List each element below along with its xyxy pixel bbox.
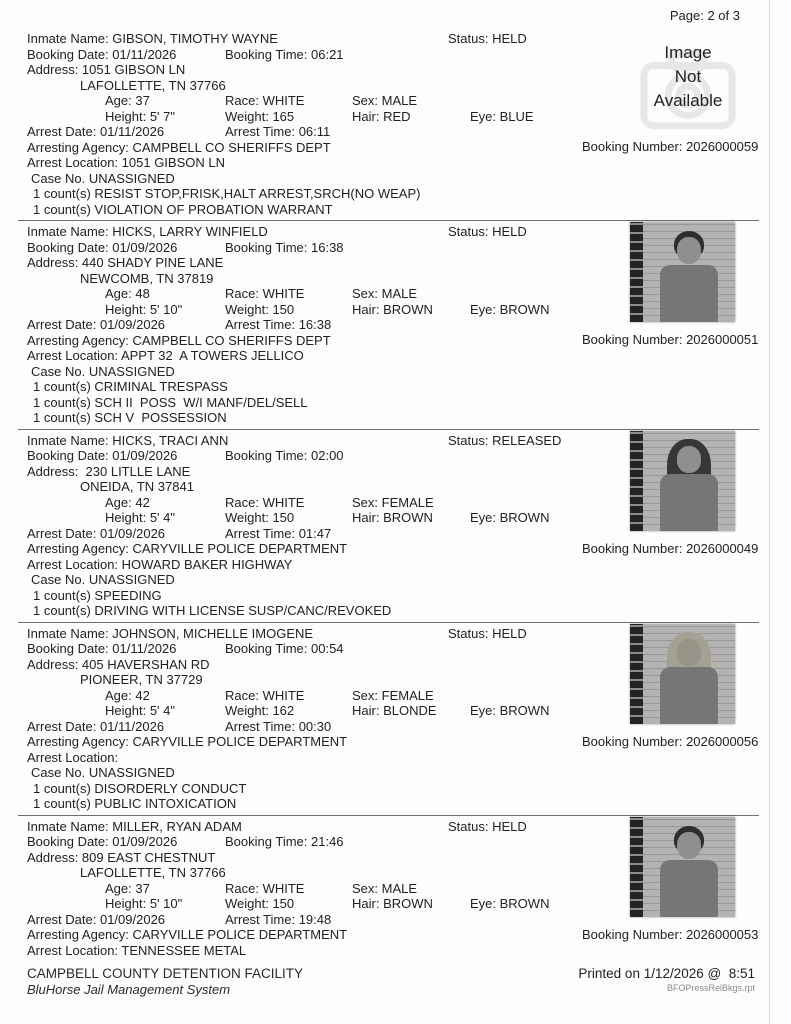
charge-line: 1 count(s) DISORDERLY CONDUCT — [33, 780, 247, 796]
person-head — [677, 446, 701, 473]
height-field: Height: 5' 7" — [105, 108, 175, 124]
person-torso — [660, 667, 718, 724]
booking-time-field: Booking Time: 06:21 — [225, 46, 344, 62]
arrest-location-field: Arrest Location: HOWARD BAKER HIGHWAY — [27, 556, 293, 572]
booking-number-field: Booking Number: 2026000051 — [582, 332, 759, 347]
arrest-time-field: Arrest Time: 00:30 — [225, 718, 332, 734]
mugshot-photo — [630, 624, 735, 724]
sex-field: Sex: MALE — [352, 93, 418, 108]
person-torso — [660, 265, 718, 322]
person-head — [677, 832, 701, 859]
inmate-record — [0, 429, 791, 622]
arresting-agency-field: Arresting Agency: CARYVILLE POLICE DEPARTMENT — [27, 541, 348, 556]
arrest-location-field: Arrest Location: APPT 32 A TOWERS JELLICO — [27, 348, 304, 363]
age-field: Age: 37 — [105, 93, 150, 108]
eye-field: Eye: BROWN — [470, 301, 550, 317]
image-not-available-placeholder — [608, 41, 768, 153]
case-number-field: Case No. UNASSIGNED — [31, 170, 175, 186]
status-field: Status: RELEASED — [448, 432, 562, 448]
booking-date-field: Booking Date: 01/09/2026 — [27, 834, 178, 849]
arrest-location-field: Arrest Location: — [27, 749, 122, 765]
race-field: Race: WHITE — [225, 880, 305, 896]
age-field: Age: 42 — [105, 494, 150, 510]
person-torso — [660, 860, 718, 917]
charge-line: 1 count(s) SCH V POSSESSION — [33, 410, 227, 425]
hair-field: Hair: BLONDE — [352, 703, 437, 718]
status-field: Status: HELD — [448, 31, 527, 46]
eye-field: Eye: BROWN — [470, 703, 550, 718]
hair-field: Hair: BROWN — [352, 510, 433, 525]
mugshot-photo — [630, 222, 735, 322]
weight-field: Weight: 162 — [225, 703, 295, 718]
charge-line: 1 count(s) SCH II POSS W/I MANF/DEL/SELL — [33, 394, 308, 410]
age-field: Age: 48 — [105, 286, 150, 301]
booking-time-field: Booking Time: 02:00 — [225, 448, 344, 463]
arrest-time-field: Arrest Time: 06:11 — [225, 124, 331, 139]
booking-date-field: Booking Date: 01/11/2026 — [27, 641, 177, 656]
arresting-agency-field: Arresting Agency: CAMPBELL CO SHERIFFS DEPT — [27, 332, 331, 348]
arrest-location-field: Arrest Location: 1051 GIBSON LN — [27, 155, 225, 170]
address-field: Address: 809 EAST CHESTNUT — [27, 849, 216, 865]
page-number: Page: 2 of 3 — [669, 8, 740, 23]
inmate-record — [0, 27, 791, 220]
height-field: Height: 5' 4" — [105, 703, 175, 718]
height-field: Height: 5' 10" — [105, 896, 183, 911]
person-torso — [660, 474, 718, 531]
inmate-name-field: Inmate Name: HICKS, TRACI ANN — [27, 432, 229, 448]
arrest-date-field: Arrest Date: 01/11/2026 — [27, 124, 165, 139]
arresting-agency-field: Arresting Agency: CARYVILLE POLICE DEPARTMENT — [27, 734, 348, 749]
address-city-field: ONEIDA, TN 37841 — [80, 479, 194, 494]
address-city-field: PIONEER, TN 37729 — [80, 672, 203, 687]
booking-time-field: Booking Time: 21:46 — [225, 834, 344, 849]
case-number-field: Case No. UNASSIGNED — [31, 572, 175, 587]
age-field: Age: 42 — [105, 687, 150, 703]
sex-field: Sex: FEMALE — [352, 494, 434, 510]
arrest-date-field: Arrest Date: 01/11/2026 — [27, 718, 165, 734]
address-field: Address: 440 SHADY PINE LANE — [27, 255, 224, 270]
address-city-field: LAFOLLETTE, TN 37766 — [80, 865, 226, 880]
footer-right — [578, 966, 755, 994]
no-image-text-line: Image — [664, 43, 712, 62]
arresting-agency-field: Arresting Agency: CAMPBELL CO SHERIFFS DEPT — [27, 139, 331, 155]
report-footer — [0, 961, 791, 998]
inmate-record — [0, 622, 791, 815]
hair-field: Hair: BROWN — [352, 896, 433, 911]
booking-date-field: Booking Date: 01/11/2026 — [27, 46, 177, 62]
booking-number-field: Booking Number: 2026000056 — [582, 733, 759, 749]
facility-name: CAMPBELL COUNTY DETENTION FACILITY — [27, 966, 304, 981]
booking-number-field: Booking Number: 2026000049 — [582, 540, 759, 556]
printed-timestamp: Printed on 1/12/2026 @ 8:51 — [578, 966, 755, 981]
inmate-name-field: Inmate Name: MILLER, RYAN ADAM — [27, 818, 242, 834]
person-head — [677, 237, 701, 264]
inmate-name-field: Inmate Name: JOHNSON, MICHELLE IMOGENE — [27, 625, 314, 641]
charges-list — [0, 186, 791, 217]
inmate-name-field: Inmate Name: HICKS, LARRY WINFIELD — [27, 224, 268, 239]
case-number-field: Case No. UNASSIGNED — [31, 363, 175, 379]
inmate-name-field: Inmate Name: GIBSON, TIMOTHY WAYNE — [27, 31, 278, 46]
booking-date-field: Booking Date: 01/09/2026 — [27, 448, 178, 463]
arrest-location-field: Arrest Location: TENNESSEE METAL — [27, 942, 247, 958]
sex-field: Sex: MALE — [352, 286, 418, 301]
charges-list — [0, 588, 791, 619]
hair-field: Hair: BROWN — [352, 301, 433, 317]
eye-field: Eye: BROWN — [470, 896, 550, 911]
race-field: Race: WHITE — [225, 687, 305, 703]
mugshot-photo — [630, 431, 735, 531]
height-field: Height: 5' 10" — [105, 301, 183, 317]
arrest-time-field: Arrest Time: 01:47 — [225, 525, 332, 541]
address-field: Address: 1051 GIBSON LN — [27, 62, 186, 77]
booking-date-field: Booking Date: 01/09/2026 — [27, 239, 178, 255]
person-head — [677, 639, 701, 666]
footer-left — [27, 966, 303, 998]
mugshot-photo — [630, 817, 735, 917]
charge-line: 1 count(s) VIOLATION OF PROBATION WARRANT — [33, 201, 333, 217]
race-field: Race: WHITE — [225, 93, 305, 108]
sex-field: Sex: FEMALE — [352, 687, 434, 703]
report-filename: BFOPressRelBkgs.rpt — [666, 983, 755, 993]
booking-number-field: Booking Number: 2026000053 — [582, 926, 759, 942]
case-number-field: Case No. UNASSIGNED — [31, 765, 175, 780]
weight-field: Weight: 165 — [225, 108, 295, 124]
weight-field: Weight: 150 — [225, 301, 295, 317]
race-field: Race: WHITE — [225, 286, 305, 301]
inmate-record — [0, 815, 791, 962]
status-field: Status: HELD — [448, 224, 527, 239]
charge-line: 1 count(s) PUBLIC INTOXICATION — [33, 796, 237, 811]
weight-field: Weight: 150 — [225, 896, 295, 911]
address-city-field: NEWCOMB, TN 37819 — [80, 270, 214, 286]
arresting-agency-field: Arresting Agency: CARYVILLE POLICE DEPARTMENT — [27, 927, 348, 942]
hair-field: Hair: RED — [352, 108, 411, 124]
address-field: Address: 405 HAVERSHAN RD — [27, 656, 210, 672]
booking-time-field: Booking Time: 16:38 — [225, 239, 344, 255]
charges-list — [0, 781, 791, 812]
height-field: Height: 5' 4" — [105, 510, 175, 525]
charge-line: 1 count(s) CRIMINAL TRESPASS — [33, 379, 228, 394]
arrest-date-field: Arrest Date: 01/09/2026 — [27, 525, 166, 541]
arrest-time-field: Arrest Time: 19:48 — [225, 911, 332, 927]
status-field: Status: HELD — [448, 625, 527, 641]
charge-line: 1 count(s) DRIVING WITH LICENSE SUSP/CANC/REVOKED — [33, 603, 392, 618]
age-field: Age: 37 — [105, 880, 150, 896]
system-name: BluHorse Jail Management System — [27, 982, 231, 997]
no-image-text-line: Available — [653, 91, 723, 110]
no-image-text-line: Not — [674, 67, 702, 86]
eye-field: Eye: BROWN — [470, 510, 550, 525]
charges-list — [0, 379, 791, 426]
address-city-field: LAFOLLETTE, TN 37766 — [80, 77, 226, 93]
booking-number-field: Booking Number: 2026000059 — [582, 139, 759, 154]
weight-field: Weight: 150 — [225, 510, 295, 525]
charge-line: 1 count(s) SPEEDING — [33, 587, 162, 603]
address-field: Address: 230 LITLLE LANE — [27, 463, 191, 479]
eye-field: Eye: BLUE — [470, 108, 534, 124]
inmate-record — [0, 220, 791, 429]
charge-line: 1 count(s) RESIST STOP,FRISK,HALT ARREST,SRCH(NO WEAP) — [33, 186, 421, 201]
arrest-time-field: Arrest Time: 16:38 — [225, 317, 332, 332]
status-field: Status: HELD — [448, 818, 527, 834]
arrest-date-field: Arrest Date: 01/09/2026 — [27, 317, 166, 332]
race-field: Race: WHITE — [225, 494, 305, 510]
booking-time-field: Booking Time: 00:54 — [225, 641, 344, 656]
sex-field: Sex: MALE — [352, 880, 418, 896]
records-list — [0, 27, 791, 961]
arrest-date-field: Arrest Date: 01/09/2026 — [27, 911, 166, 927]
